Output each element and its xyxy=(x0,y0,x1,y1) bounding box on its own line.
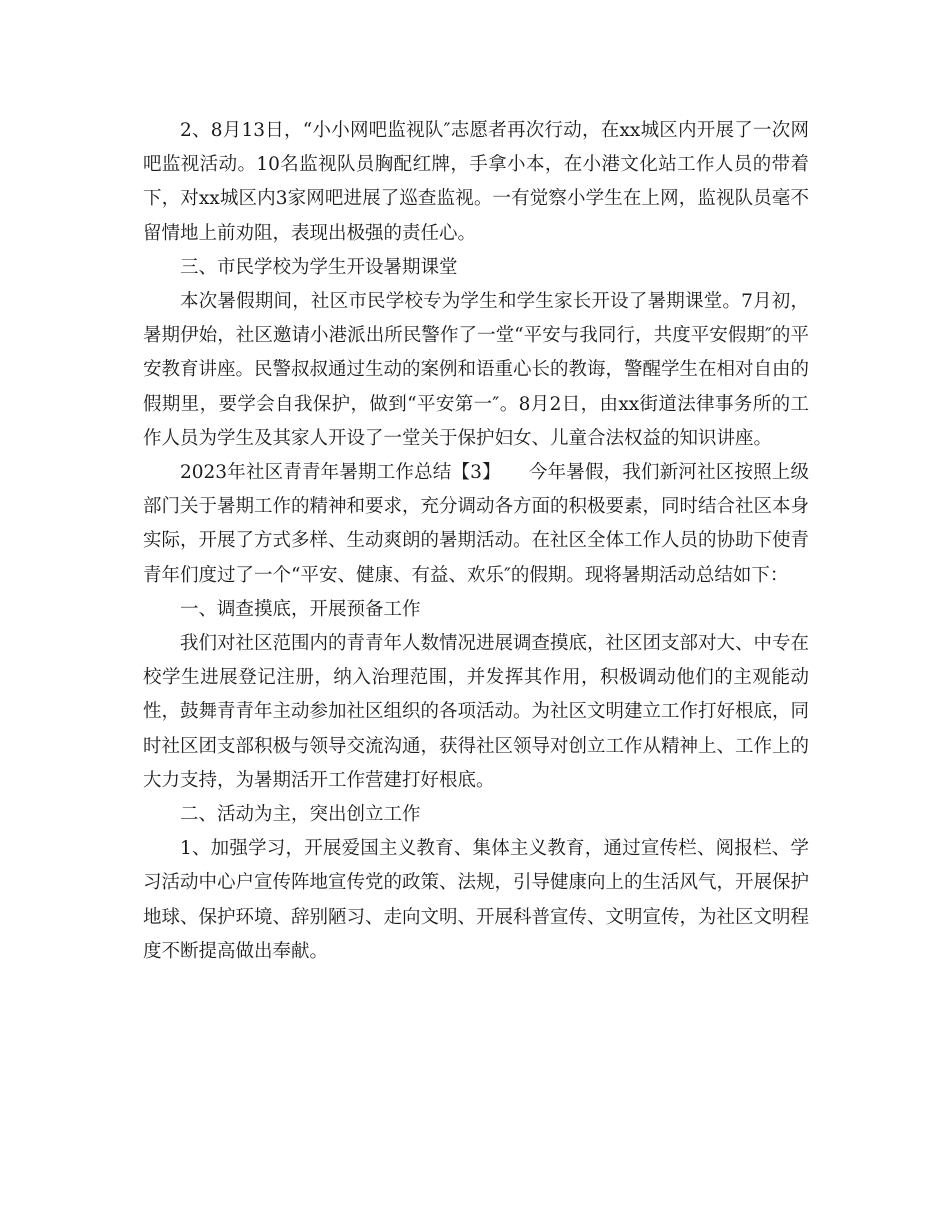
paragraph-study: 1、加强学习，开展爱国主义教育、集体主义教育，通过宣传栏、阅报栏、学习活动中心户宣传阵地宣传党的政策、法规，引导健康向上的生活风气，开展保护地球、保护环境、辞别陋习、走向文明、开展科普宣传、文明宣传，为社区文明程度不断提高做出奉献。 xyxy=(143,838,810,962)
paragraph-summary-3-intro: 2023年社区青青年暑期工作总结【3】 今年暑假，我们新河社区按照上级部门关于暑期工作的精神和要求，充分调动各方面的积极要素，同时结合社区本身实际，开展了方式多样、生动爽朗的暑期活动。在社区全体工作人员的协助下使青青年们度过了一个“平安、健康、有益、欢乐″的假期。现将暑期活动总结如下： xyxy=(143,462,810,586)
paragraph-internet-cafe-patrol: 2、8月13日，“小小网吧监视队″志愿者再次行动，在xx城区内开展了一次网吧监视活动。10名监视队员胸配红牌，手拿小本，在小港文化站工作人员的带着下，对xx城区内3家网吧进展了巡查监视。一有觉察小学生在上网，监视队员毫不留情地上前劝阻，表现出极强的责任心。 xyxy=(143,120,809,244)
document-body xyxy=(143,114,809,969)
paragraph-summer-classroom: 本次暑假期间，社区市民学校专为学生和学生家长开设了暑期课堂。7月初，暑期伊始，社区邀请小港派出所民警作了一堂“平安与我同行，共度平安假期″的平安教育讲座。民警叔叔通过生动的案例和语重心长的教诲，警醒学生在相对自由的假期里，要学会自我保护，做到“平安第一″。8月2日，由xx街道法律事务所的工作人员为学生及其家人开设了一堂关于保护妇女、儿童合法权益的知识讲座。 xyxy=(143,291,810,449)
paragraph-survey: 我们对社区范围内的青青年人数情况进展调查摸底，社区团支部对大、中专在校学生进展登记注册，纳入治理范围，并发挥其作用，积极调动他们的主观能动性，鼓舞青青年主动参加社区组织的各项活动。为社区文明建立工作打好根底，同时社区团支部积极与领导交流沟通，获得社区领导对创立工作从精神上、工作上的大力支持，为暑期活开工作营建打好根底。 xyxy=(143,633,810,791)
section-heading-summer-classroom: 三、市民学校为学生开设暑期课堂 xyxy=(180,256,458,278)
section-heading-survey: 一、调查摸底，开展预备工作 xyxy=(180,598,421,620)
section-heading-activities: 二、活动为主，突出创立工作 xyxy=(180,804,421,826)
